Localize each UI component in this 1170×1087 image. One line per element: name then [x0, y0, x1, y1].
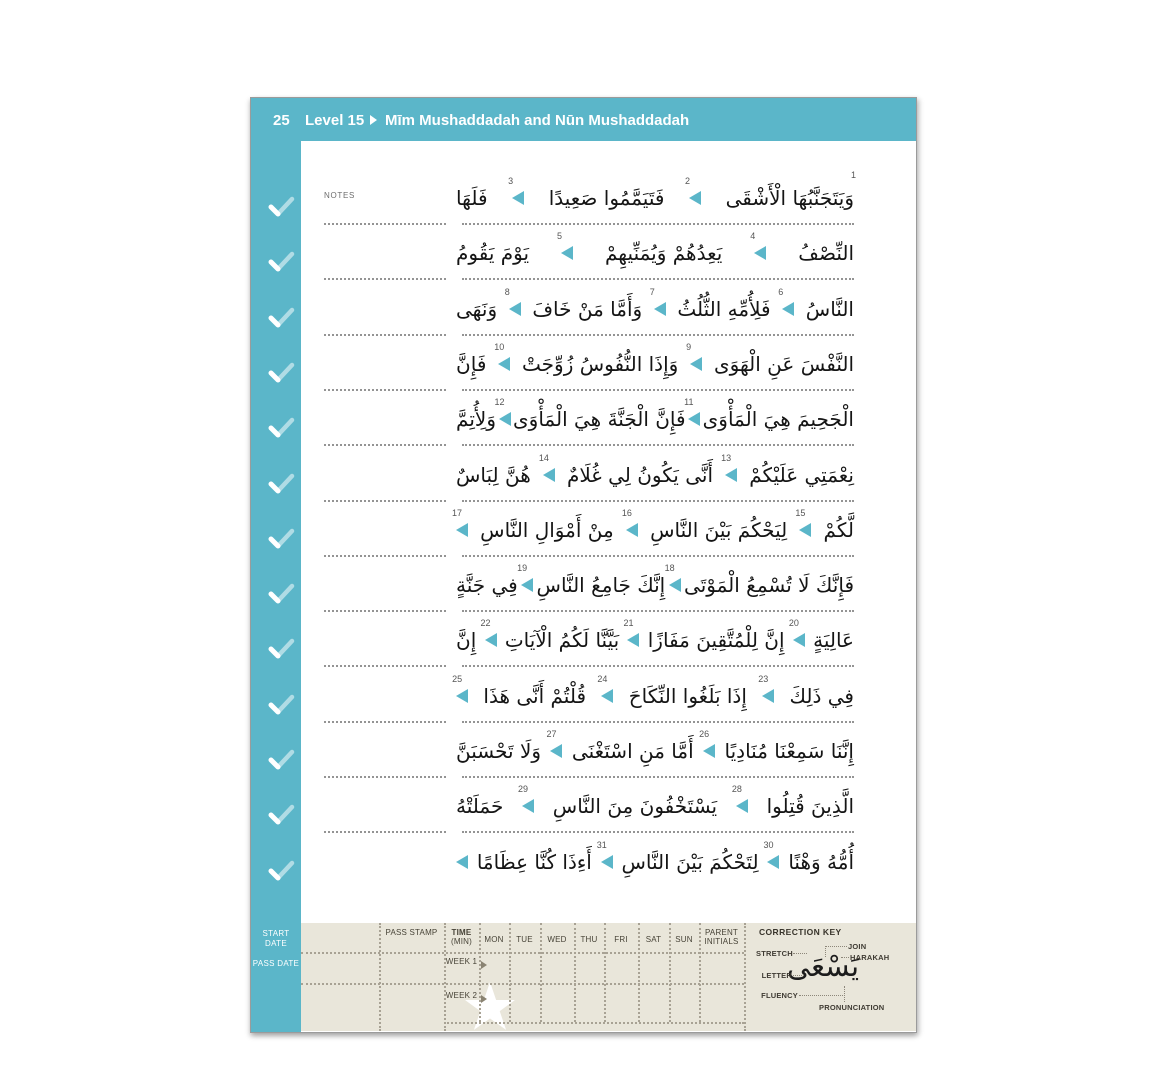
arabic-phrase: وَلِأُتِمَّ — [456, 407, 496, 432]
arabic-baseline-rule — [462, 555, 854, 557]
time-cell-week1-wed[interactable] — [540, 952, 574, 983]
phrase-marker-icon — [456, 854, 468, 870]
phrase-number: 10 — [494, 341, 505, 352]
level-label: Level 15 — [305, 112, 365, 129]
notes-line[interactable] — [324, 776, 446, 778]
arabic-line — [456, 170, 856, 221]
time-cell-week1-thu[interactable] — [574, 952, 604, 983]
phrase-marker-icon — [649, 286, 666, 317]
phrase-number: 3 — [508, 176, 514, 186]
arabic-baseline-rule — [462, 500, 854, 502]
notes-line[interactable] — [324, 610, 446, 612]
pronunciation-connector-line — [844, 986, 845, 1002]
notes-line[interactable] — [324, 278, 446, 280]
stretch-connector-line — [793, 953, 807, 954]
pass-checkmark-icon[interactable] — [267, 362, 295, 384]
phrase-marker-icon — [699, 729, 715, 759]
exercise-row — [301, 561, 916, 616]
notes-line[interactable] — [324, 721, 446, 723]
pass-checkmark-icon[interactable] — [267, 804, 295, 826]
exercise-row — [301, 672, 916, 727]
notes-line[interactable] — [324, 555, 446, 557]
phrase-marker-icon — [664, 563, 681, 593]
time-cell-week2-tue[interactable] — [509, 983, 540, 1022]
correction-key-letter-label: LETTER — [761, 971, 792, 980]
arabic-phrase: وَإِذَا النُّفُوسُ زُوِّجَتْ — [522, 351, 679, 376]
phrase-marker-icon — [494, 341, 510, 372]
time-cell-week2-thu[interactable] — [574, 983, 604, 1022]
arabic-phrase: أَنَّى يَكُونُ لِي غُلَامٌ — [566, 462, 714, 487]
arabic-baseline-rule — [462, 444, 854, 446]
arabic-baseline-rule — [462, 223, 854, 225]
day-header-tue: TUE — [516, 935, 533, 944]
phrase-number: 21 — [623, 618, 634, 629]
arabic-phrase: فَتَيَمَّمُوا صَعِيدًا — [548, 186, 665, 210]
exercise-row — [301, 451, 916, 506]
arabic-phrase: بَيَّنَّا لَكُمُ الْآيَاتِ — [504, 628, 620, 653]
arabic-phrase: فِي جَنَّةٍ — [456, 573, 518, 598]
notes-line[interactable] — [324, 665, 446, 667]
time-cell-week1-tue[interactable] — [509, 952, 540, 983]
start-date-cell[interactable] — [301, 923, 379, 952]
arabic-phrase: النَّاسُ — [805, 296, 854, 321]
phrase-number: 22 — [480, 618, 491, 629]
arabic-phrase: أُمُّهُ وَهْنًا — [788, 849, 854, 874]
phrase-number: 5 — [557, 231, 563, 242]
arabic-line — [456, 230, 854, 276]
notes-line[interactable] — [324, 444, 446, 446]
grid-line — [744, 923, 746, 1031]
exercise-row — [301, 616, 916, 671]
pass-checkmark-icon[interactable] — [267, 251, 295, 273]
time-cell-week2-fri[interactable] — [604, 983, 638, 1022]
phrase-number: 27 — [546, 729, 557, 739]
phrase-marker-icon — [685, 176, 701, 206]
arabic-phrase: النَّفْسَ عَنِ الْهَوَى — [713, 351, 854, 376]
week-1-arrow-icon — [481, 961, 487, 969]
day-header-sat: SAT — [645, 935, 662, 944]
phrase-marker-icon — [480, 618, 497, 648]
exercise-row — [301, 838, 916, 893]
phrase-marker-icon — [518, 784, 534, 814]
phrase-number: 4 — [750, 231, 756, 242]
arabic-phrase: فِي ذَلِكَ — [789, 683, 854, 708]
pass-checkmark-icon[interactable] — [267, 307, 295, 329]
time-label: TIME — [451, 928, 472, 937]
pass-date-label: PASS DATE — [252, 959, 300, 968]
grid-line — [699, 923, 701, 1022]
phrase-number: 2 — [685, 176, 691, 186]
arabic-phrase: يَعِدُهُمْ وَيُمَنِّيهِمْ — [605, 241, 723, 266]
phrase-marker-icon — [504, 286, 521, 317]
phrase-marker-icon — [788, 618, 805, 648]
pass-checkmark-icon[interactable] — [267, 749, 295, 771]
exercise-row — [301, 340, 916, 395]
arabic-baseline-rule — [462, 334, 854, 336]
arabic-phrase: هُنَّ لِبَاسٌ — [456, 462, 531, 487]
page-header — [251, 98, 916, 141]
arabic-baseline-rule — [462, 610, 854, 612]
arabic-line — [456, 617, 854, 663]
phrase-marker-icon — [597, 673, 613, 704]
arabic-line — [456, 341, 854, 387]
pass-checkmark-icon[interactable] — [267, 638, 295, 660]
pass-checkmark-icon[interactable] — [267, 583, 295, 605]
time-cell-week2-wed[interactable] — [540, 983, 574, 1022]
phrase-number: 23 — [758, 673, 769, 684]
arabic-phrase: إِنَّ — [456, 628, 477, 653]
time-cell-week1-sun[interactable] — [669, 952, 699, 983]
progress-sidebar — [251, 98, 301, 1032]
pass-checkmark-icon[interactable] — [267, 860, 295, 882]
week-2-arrow-icon — [481, 995, 487, 1003]
time-cell-week1-sat[interactable] — [638, 952, 669, 983]
arabic-baseline-rule — [462, 278, 854, 280]
time-cell-week2-sun[interactable] — [669, 983, 699, 1022]
join-connector-line-vertical — [825, 946, 826, 957]
phrase-marker-icon — [557, 231, 573, 261]
correction-key-harakah-label: HARAKAH — [850, 953, 890, 962]
phrase-number: 24 — [597, 673, 608, 684]
phrase-number: 11 — [684, 397, 694, 408]
correction-key-title: CORRECTION KEY — [759, 927, 842, 937]
phrase-marker-icon — [546, 729, 562, 759]
phrase-number: 12 — [494, 397, 505, 408]
pass-stamp-label: PASS STAMP — [385, 928, 438, 937]
phrase-number: 1 — [850, 170, 856, 180]
pass-checkmark-icon[interactable] — [267, 417, 295, 439]
phrase-number: 31 — [596, 839, 607, 850]
phrase-number: 20 — [788, 618, 799, 629]
arabic-phrase: أَمَّا مَنِ اسْتَغْنَى — [571, 739, 694, 763]
week-2-label: WEEK 2 — [445, 991, 478, 1000]
phrase-number: 17 — [452, 507, 463, 518]
day-header-thu: THU — [580, 935, 598, 944]
phrase-marker-icon — [763, 839, 779, 870]
phrase-marker-icon — [758, 673, 774, 704]
time-unit-label: (MIN) — [451, 937, 472, 946]
correction-key-join-label: JOIN — [848, 942, 867, 951]
arabic-phrase: وَنَهَى — [456, 296, 498, 321]
correction-key-stretch-label: STRETCH — [756, 949, 793, 958]
arabic-phrase: فَإِنَّكَ لَا تُسْمِعُ الْمَوْتَى — [684, 573, 854, 598]
day-header-fri: FRI — [614, 935, 628, 944]
letter-connector-line — [793, 975, 804, 976]
exercise-row — [301, 782, 916, 837]
notes-line[interactable] — [324, 389, 446, 391]
arabic-baseline-rule — [462, 721, 854, 723]
pass-checkmark-icon[interactable] — [267, 694, 295, 716]
phrase-number: 19 — [517, 563, 528, 574]
phrase-number: 9 — [686, 341, 692, 352]
phrase-marker-icon — [538, 452, 555, 483]
arabic-phrase: النِّصْفُ — [798, 241, 854, 266]
arabic-phrase: وَأَمَّا مَنْ خَافَ — [532, 296, 643, 321]
arabic-phrase: إِنَّكَ جَامِعُ النَّاسِ — [536, 573, 666, 598]
grid-line — [444, 1022, 744, 1024]
notes-label: NOTES — [324, 191, 356, 200]
notes-line[interactable] — [324, 831, 446, 833]
exercise-row — [301, 395, 916, 450]
notes-line[interactable] — [324, 223, 446, 225]
exercise-row — [301, 170, 916, 229]
parent-initials-cell-week1[interactable] — [699, 952, 744, 983]
phrase-number: 18 — [664, 563, 675, 574]
arabic-line — [452, 673, 854, 719]
phrase-marker-icon — [795, 507, 811, 538]
parent-initials-cell-week2[interactable] — [699, 983, 744, 1022]
phrase-marker-icon — [686, 341, 702, 372]
fluency-connector-line — [799, 995, 845, 996]
arabic-phrase: لِتَحْكُمَ بَيْنَ النَّاسِ — [621, 849, 759, 874]
arabic-phrase: لِيَحْكُمَ بَيْنَ النَّاسِ — [650, 517, 788, 542]
phrase-marker-icon — [750, 231, 766, 261]
arabic-line — [456, 562, 854, 608]
exercise-row — [301, 506, 916, 561]
join-connector-line — [825, 946, 847, 947]
exercise-row — [301, 285, 916, 340]
phrase-number: 6 — [778, 286, 784, 297]
arabic-baseline-rule — [462, 831, 854, 833]
day-header-mon: MON — [484, 935, 504, 944]
phrase-marker-icon — [517, 563, 533, 593]
phrase-number: 14 — [538, 452, 549, 463]
arabic-phrase: إِذَا بَلَغُوا النِّكَاحَ — [628, 683, 747, 708]
arabic-phrase: قُلْتُمْ أَنَّى هَذَا — [483, 683, 587, 708]
arabic-phrase: أَءِذَا كُنَّا عِظَامًا — [476, 849, 592, 874]
arabic-phrase: إِنَّنَا سَمِعْنَا مُنَادِيًا — [724, 739, 854, 763]
arabic-phrase: إِنَّ لِلْمُتَّقِينَ مَفَازًا — [647, 628, 785, 653]
phrase-marker-icon — [731, 784, 748, 814]
arabic-phrase: لَّكُمْ — [823, 517, 854, 542]
pass-checkmark-icon[interactable] — [267, 196, 295, 218]
arabic-line — [456, 728, 854, 774]
phrase-number: 8 — [504, 286, 510, 297]
arabic-phrase: الَّذِينَ قُتِلُوا — [766, 794, 854, 819]
phrase-number: 15 — [795, 507, 806, 518]
arabic-phrase: حَمَلَتْهُ — [456, 794, 504, 819]
time-cell-week2-sat[interactable] — [638, 983, 669, 1022]
arabic-phrase: نِعْمَتِي عَلَيْكُمْ — [749, 462, 854, 487]
arabic-phrase: فَلِأُمِّهِ الثُّلُثُ — [677, 296, 771, 321]
notes-line[interactable] — [324, 500, 446, 502]
exercise-row — [301, 727, 916, 782]
lesson-title: Mīm Mushaddadah and Nūn Mushaddadah — [385, 112, 690, 129]
phrase-number: 7 — [649, 286, 655, 297]
arabic-phrase: وَلَا تَحْسَبَنَّ — [456, 739, 542, 763]
day-header-wed: WED — [547, 935, 567, 944]
tracking-footer — [301, 923, 916, 1031]
arabic-line — [456, 783, 854, 829]
arabic-phrase: يَسْتَخْفُونَ مِنَ النَّاسِ — [552, 794, 718, 819]
workbook-page — [250, 97, 917, 1033]
phrase-marker-icon — [494, 397, 511, 427]
phrase-marker-icon — [452, 507, 468, 538]
arabic-baseline-rule — [462, 776, 854, 778]
arabic-phrase: وَيَتَجَنَّبُهَا الْأَشْقَى — [725, 186, 854, 210]
arabic-phrase: فَإِنَّ الْجَنَّةَ هِيَ الْمَأْوَى — [513, 407, 686, 432]
grid-line — [444, 923, 446, 1031]
phrase-number: 25 — [452, 673, 463, 684]
phrase-number: 29 — [518, 784, 529, 795]
grid-line — [379, 923, 381, 1031]
arabic-line — [456, 396, 854, 442]
time-column-header — [444, 928, 479, 946]
phrase-marker-icon — [621, 507, 638, 538]
correction-key-fluency-label: FLUENCY — [761, 991, 798, 1000]
phrase-number: 26 — [699, 729, 710, 739]
harakah-connector-line — [841, 957, 849, 958]
arabic-phrase: مِنْ أَمْوَالِ النَّاسِ — [480, 517, 614, 542]
phrase-marker-icon — [778, 286, 794, 317]
parent-initials-label: PARENT INITIALS — [704, 928, 739, 946]
exercise-row — [301, 229, 916, 284]
arabic-line — [456, 286, 854, 332]
arabic-phrase: يَوْمَ يَقُومُ — [456, 241, 530, 266]
phrase-marker-icon — [684, 397, 700, 427]
notes-line[interactable] — [324, 334, 446, 336]
correction-key-example-word: يَسْعَى — [786, 949, 860, 983]
arabic-line — [452, 507, 854, 553]
pass-date-cell[interactable] — [301, 952, 379, 983]
pass-checkmark-icon[interactable] — [267, 528, 295, 550]
pass-stamp-area[interactable] — [379, 952, 444, 1031]
arabic-baseline-rule — [462, 389, 854, 391]
phrase-number: 16 — [621, 507, 632, 518]
phrase-number: 30 — [763, 839, 774, 850]
page-number: 25 — [273, 112, 290, 129]
phrase-marker-icon — [596, 839, 613, 870]
start-date-label: START DATE — [262, 929, 290, 948]
breadcrumb-arrow-icon — [370, 115, 377, 125]
phrase-number: 13 — [721, 452, 732, 463]
day-header-sun: SUN — [675, 935, 693, 944]
arabic-baseline-rule — [462, 665, 854, 667]
arabic-phrase: الْجَحِيمَ هِيَ الْمَأْوَى — [702, 407, 854, 432]
phrase-marker-icon — [452, 673, 468, 704]
arabic-phrase: عَالِيَةٍ — [813, 628, 854, 653]
phrase-marker-icon — [721, 452, 737, 483]
week-1-label: WEEK 1 — [445, 957, 478, 966]
correction-key-pronunciation-label: PRONUNCIATION — [819, 1003, 885, 1012]
time-cell-week1-fri[interactable] — [604, 952, 638, 983]
arabic-line — [456, 452, 854, 498]
phrase-marker-icon — [508, 176, 524, 206]
arabic-phrase: فَلَهَا — [456, 186, 488, 210]
arabic-phrase: فَإِنَّ — [456, 351, 487, 376]
phrase-number: 28 — [731, 784, 742, 795]
pass-checkmark-icon[interactable] — [267, 473, 295, 495]
arabic-line — [456, 839, 854, 885]
phrase-marker-icon — [623, 618, 639, 648]
